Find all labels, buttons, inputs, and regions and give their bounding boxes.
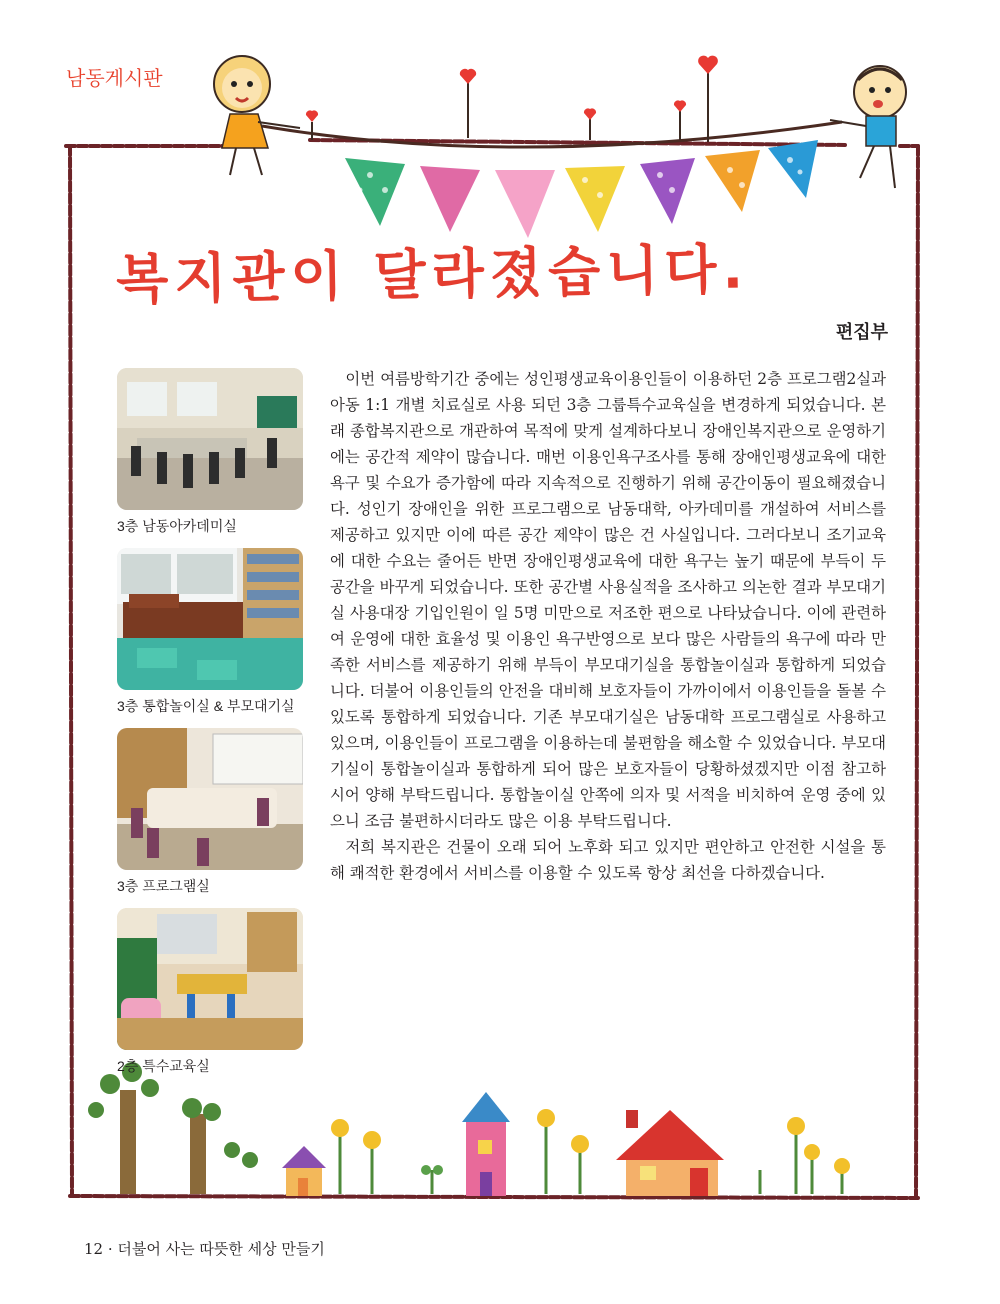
bunting-flags	[345, 140, 818, 238]
photo-program-room	[117, 728, 303, 870]
photo-item-playroom	[117, 548, 303, 716]
photo-playroom	[117, 548, 303, 690]
photo-caption: 3층 남동아카데미실	[117, 518, 237, 534]
photo-caption: 3층 프로그램실	[117, 878, 210, 894]
article-title: 복지관이 달라졌습니다.	[115, 237, 750, 312]
photo-item-academy	[117, 368, 303, 536]
section-label: 남동게시판	[66, 68, 163, 90]
tree-drawings	[88, 1062, 258, 1194]
page-footer: 12 · 더불어 사는 따뜻한 세상 만들기	[84, 1240, 325, 1258]
photo-item-program	[117, 728, 303, 896]
left-child-drawing	[214, 56, 300, 175]
heart-flowers	[312, 72, 708, 142]
photo-special-ed-room	[117, 908, 303, 1050]
red-house-drawing	[616, 1110, 724, 1196]
photo-academy-room	[117, 368, 303, 510]
article-body	[330, 366, 886, 886]
right-child-drawing	[830, 66, 906, 188]
photo-caption: 3층 통합놀이실 & 부모대기실	[117, 698, 295, 714]
small-house-drawing	[282, 1146, 326, 1196]
photo-item-special-ed	[117, 908, 303, 1076]
photo-caption: 2층 특수교육실	[117, 1058, 210, 1074]
flower-drawings	[331, 1109, 850, 1194]
article-paragraph: 저희 복지관은 건물이 오래 되어 노후화 되고 있지만 편안하고 안전한 시설을 통해 쾌적한 환경에서 서비스를 이용할 수 있도록 항상 최선을 다하겠습니다.	[330, 838, 886, 882]
article-paragraph: 이번 여름방학기간 중에는 성인평생교육이용인들이 이용하던 2층 프로그램2실과 아동 1:1 개별 치료실로 사용 되던 3층 그룹특수교육실을 변경하게 되었습니다. 본래 종합복지관으로 개관하여 목적에 맞게 설계하다보니 장애인복지관으로 운영하기에는 공간적 제약이 많습니다. 매번 이용인욕구조사를 통해 장애인평생교육에 대한 욕구 및 수요가 증가함에 따라 지속적으로 진행하기 위해 공간이동이 필요해졌습니다. 성인기 장애인을 위한 프로그램으로 남동대학, 아카데미를 개설하여 서비스를 제공하고 있지만 이에 따른 공간 제약이 많은 건 사실입니다. 그러다보니 조기교육에 대한 수요는 줄어든 반면 장애인평생교육에 대한 욕구는 높기 때문에 부득이 두 공간을 바꾸게 되었습니다. 또한 공간별 사용실적을 조사하고 의논한 결과 부모대기실 사용대장 기입인원이 일 5명 미만으로 저조한 편으로 나타났습니다. 이에 관련하여 운영에 대한 효율성 및 이용인 욕구반영으로 보다 많은 사람들의 욕구에 따라 만족한 서비스를 제공하기 위해 부득이 부모대기실을 통합놀이실과 통합하게 되었습니다. 더불어 이용인들의 안전을 대비해 보호자들이 가까이에서 이용인들을 돌볼 수 있도록 통합하게 되었습니다. 기존 부모대기실은 남동대학 프로그램실로 사용하고 있으며, 이용인들이 프로그램을 이용하는데 불편함을 해소할 수 있었습니다. 부모대기실이 통합놀이실과 통합하게 되어 많은 보호자들이 당황하셨겠지만 이점 참고하시어 양해 부탁드립니다. 통합놀이실 안쪽에 의자 및 서적을 비치하여 운영 중에 있으니 조금 불편하시더라도 많은 이용 부탁드립니다.	[330, 370, 886, 830]
article-byline: 편집부	[835, 322, 888, 342]
tall-house-drawing	[462, 1092, 510, 1196]
